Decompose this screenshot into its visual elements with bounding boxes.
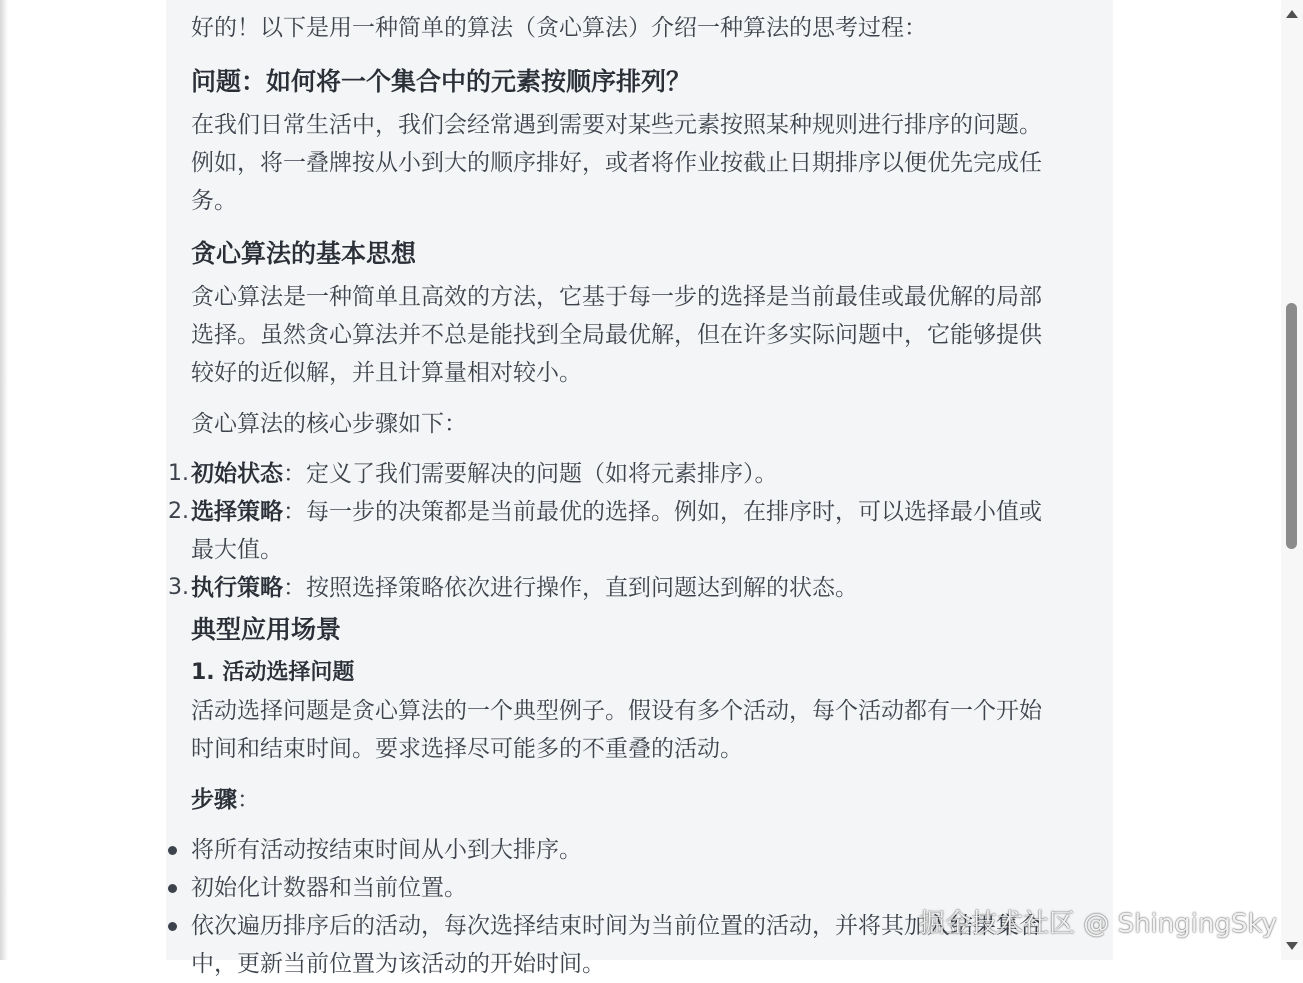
- problem-line-3: 务。: [191, 188, 237, 214]
- step-title: 选择策略: [191, 499, 283, 525]
- bullet-list-item-continuation: [191, 945, 1086, 983]
- intro-text: 好的！以下是用一种简单的算法（贪心算法）介绍一种算法的思考过程：: [191, 15, 927, 41]
- bullet-text: 依次遍历排序后的活动，每次选择结束时间为当前位置的活动，并将其加入结果集合: [191, 913, 1042, 939]
- step-title: 执行策略: [191, 575, 283, 601]
- activity-subheading: 1. 活动选择问题: [191, 660, 355, 685]
- problem-line-1: 在我们日常生活中，我们会经常遇到需要对某些元素按照某种规则进行排序的问题。: [191, 112, 1042, 138]
- steps-label: 步骤: [191, 787, 237, 813]
- vertical-scrollbar[interactable]: [1281, 0, 1303, 960]
- step-text: ：每一步的决策都是当前最优的选择。例如，在排序时，可以选择最小值或: [283, 499, 1042, 525]
- bullet-icon: [168, 922, 177, 931]
- bullet-list-item: [191, 831, 1086, 869]
- idea-line-1: 贪心算法是一种简单且高效的方法，它基于每一步的选择是当前最佳或最优解的局部: [191, 284, 1042, 310]
- list-number: 3.: [168, 575, 189, 600]
- message-panel: [166, 0, 1113, 977]
- list-number: 2.: [168, 499, 189, 524]
- bullet-icon: [168, 884, 177, 893]
- problem-line-2: 例如，将一叠牌按从小到大的顺序排好，或者将作业按截止日期排序以便优先完成任: [191, 150, 1042, 176]
- window-left-edge: [0, 0, 8, 960]
- list-number: 1.: [168, 461, 189, 486]
- step-text: ：定义了我们需要解决的问题（如将元素排序）。: [283, 461, 778, 487]
- scroll-up-arrow-icon[interactable]: [1286, 10, 1298, 18]
- idea-line-3: 较好的近似解，并且计算量相对较小。: [191, 360, 582, 386]
- idea-line-2: 选择。虽然贪心算法并不总是能找到全局最优解，但在许多实际问题中，它能够提供: [191, 322, 1042, 348]
- step-text-continued: 最大值。: [191, 537, 283, 563]
- bullet-text: 初始化计数器和当前位置。: [191, 875, 467, 901]
- activity-line-2: 时间和结束时间。要求选择尽可能多的不重叠的活动。: [191, 736, 743, 762]
- activity-line-1: 活动选择问题是贪心算法的一个典型例子。假设有多个活动，每个活动都有一个开始: [191, 698, 1042, 724]
- bullet-list-item: [191, 869, 1086, 907]
- watermark: 掘金技术社区 @ ShingingSky: [919, 909, 1277, 939]
- step-text: ：按照选择策略依次进行操作，直到问题达到解的状态。: [283, 575, 858, 601]
- ordered-list-item: [168, 455, 1086, 493]
- bullet-text-continued: 中，更新当前位置为该活动的开始时间。: [191, 951, 605, 977]
- steps-label-line: [191, 781, 1086, 819]
- steps-colon: ：: [237, 787, 260, 813]
- ordered-list-item: [168, 493, 1086, 531]
- core-steps-intro: 贪心算法的核心步骤如下：: [191, 411, 467, 437]
- bullet-icon: [168, 846, 177, 855]
- apps-heading: 典型应用场景: [191, 615, 342, 644]
- problem-heading: 问题：如何将一个集合中的元素按顺序排列？: [191, 67, 692, 96]
- ordered-list-item-continuation: [191, 531, 1086, 569]
- scrollbar-thumb[interactable]: [1286, 303, 1297, 549]
- ordered-list-item: [168, 569, 1086, 607]
- scroll-down-arrow-icon[interactable]: [1286, 942, 1298, 950]
- idea-heading: 贪心算法的基本思想: [191, 239, 417, 268]
- step-title: 初始状态: [191, 461, 283, 487]
- bullet-text: 将所有活动按结束时间从小到大排序。: [191, 837, 582, 863]
